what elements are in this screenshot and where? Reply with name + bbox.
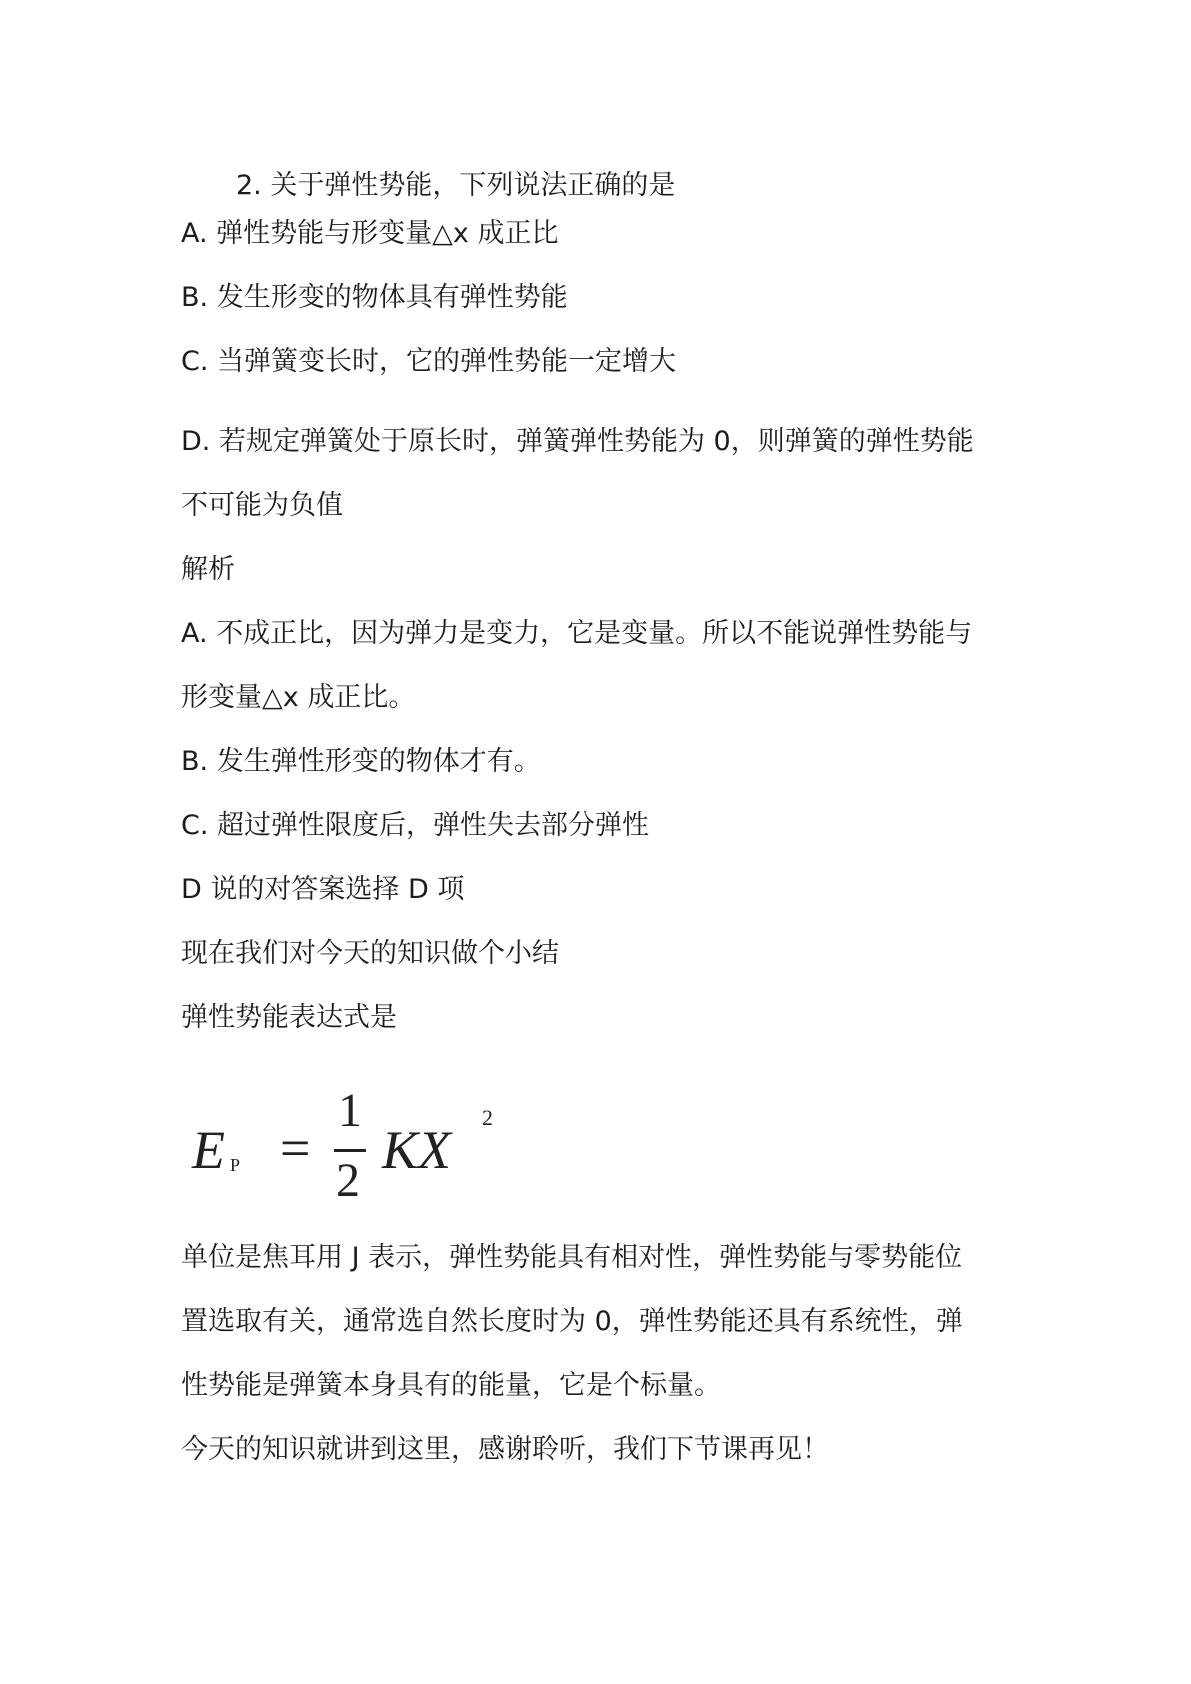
elastic-potential-energy-formula — [192, 1084, 512, 1207]
unit-line2: 置选取有关，通常选自然长度时为 0，弹性势能还具有系统性，弹 — [181, 1306, 963, 1337]
formula-exponent: 2 — [482, 1105, 493, 1130]
analysis-d: D 说的对答案选择 D 项 — [181, 874, 465, 905]
formula-denominator: 2 — [336, 1154, 360, 1207]
option-b: B. 发生形变的物体具有弹性势能 — [181, 282, 568, 313]
analysis-heading: 解析 — [181, 554, 235, 585]
formula-intro: 弹性势能表达式是 — [181, 1002, 397, 1033]
option-d-line2: 不可能为负值 — [181, 490, 343, 521]
analysis-c: C. 超过弹性限度后，弹性失去部分弹性 — [181, 810, 650, 841]
closing-remark: 今天的知识就讲到这里，感谢聆听，我们下节课再见！ — [181, 1434, 829, 1465]
question-title: 2. 关于弹性势能，下列说法正确的是 — [236, 170, 676, 201]
unit-line3: 性势能是弹簧本身具有的能量，它是个标量。 — [181, 1370, 721, 1401]
analysis-a-line2: 形变量△x 成正比。 — [181, 682, 416, 713]
formula-numerator: 1 — [338, 1084, 362, 1137]
option-a: A. 弹性势能与形变量△x 成正比 — [181, 218, 559, 249]
analysis-b: B. 发生弹性形变的物体才有。 — [181, 746, 541, 777]
formula-subscript: P — [230, 1155, 241, 1175]
summary-intro: 现在我们对今天的知识做个小结 — [181, 938, 559, 969]
option-c: C. 当弹簧变长时，它的弹性势能一定增大 — [181, 346, 677, 377]
analysis-a-line1: A. 不成正比，因为弹力是变力，它是变量。所以不能说弹性势能与 — [181, 618, 973, 649]
formula-symbol: E — [192, 1120, 225, 1180]
formula-equals: = — [280, 1118, 311, 1178]
unit-line1: 单位是焦耳用 J 表示，弹性势能具有相对性，弹性势能与零势能位 — [181, 1242, 963, 1273]
option-d-line1: D. 若规定弹簧处于原长时，弹簧弹性势能为 0，则弹簧的弹性势能 — [181, 426, 974, 457]
fraction-bar — [334, 1149, 366, 1152]
formula-variables: KX — [382, 1120, 452, 1180]
